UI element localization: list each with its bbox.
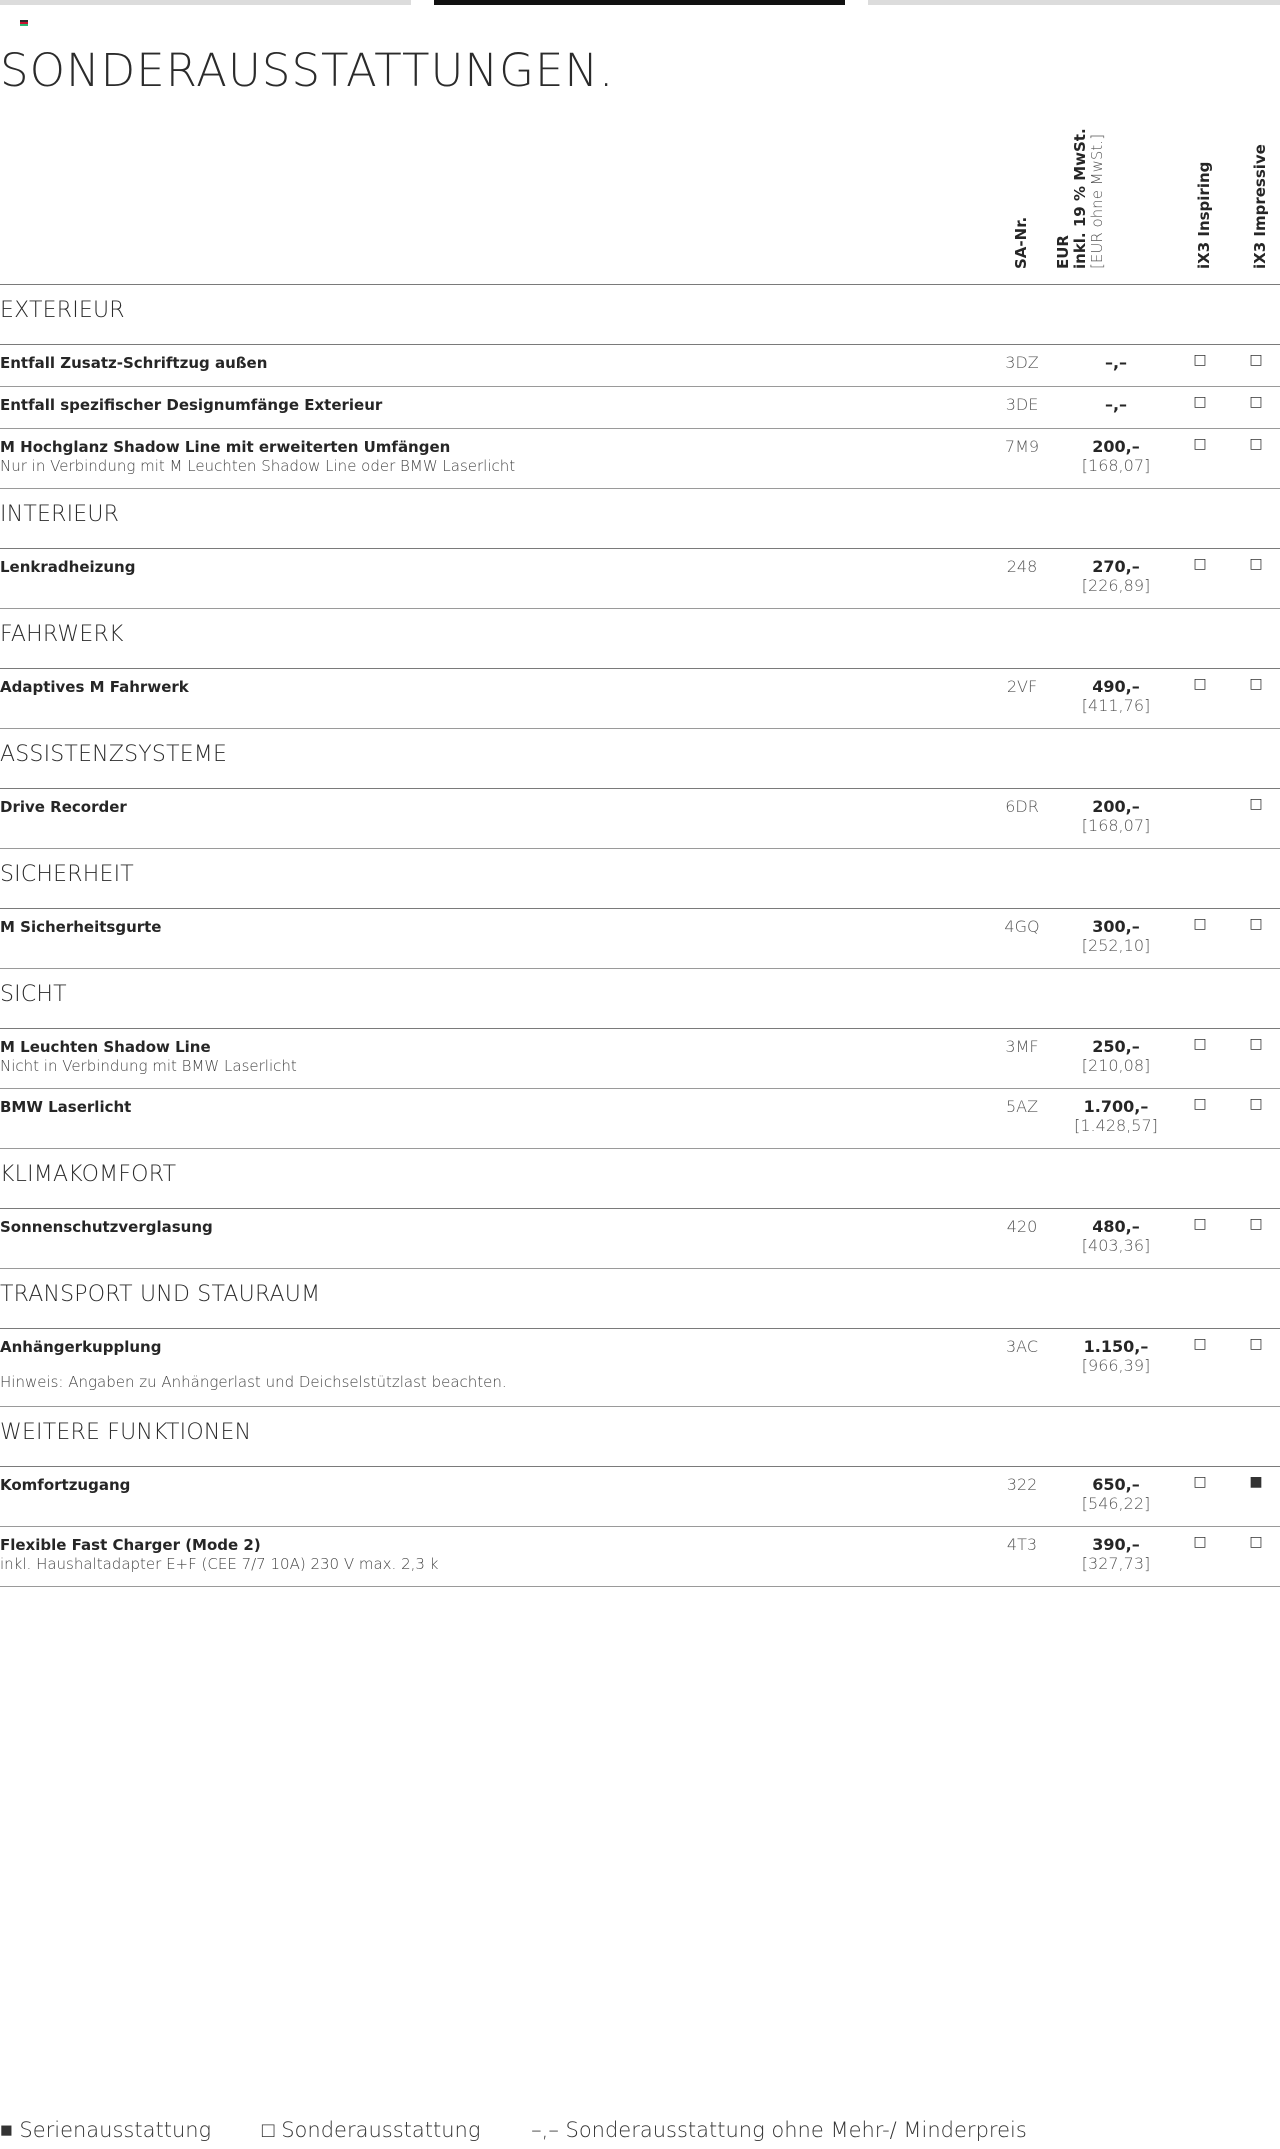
column-header-eur bbox=[1055, 128, 1106, 269]
separator-line bbox=[0, 848, 980, 849]
option-net-price: [226,89] bbox=[1081, 576, 1151, 595]
option-code: 3AC bbox=[1005, 1337, 1038, 1356]
legend-ohne: –,– Sonderausstattung ohne Mehr-/ Minderpreis bbox=[531, 2118, 1027, 2142]
availability-impressive: □ bbox=[1249, 436, 1263, 452]
separator-line bbox=[0, 1148, 980, 1149]
table-row bbox=[0, 788, 1280, 848]
option-net-price: [327,73] bbox=[1081, 1554, 1151, 1573]
separator-line bbox=[1168, 1148, 1280, 1149]
table-row bbox=[0, 1028, 1280, 1088]
availability-inspiring: □ bbox=[1193, 1216, 1207, 1232]
availability-impressive: □ bbox=[1249, 394, 1263, 410]
separator-line bbox=[0, 1586, 980, 1587]
separator-line bbox=[1168, 1586, 1280, 1587]
legend-sonder: □ Sonderausstattung bbox=[261, 2118, 481, 2142]
availability-impressive: □ bbox=[1249, 1096, 1263, 1112]
option-code: 4GQ bbox=[1004, 917, 1040, 936]
availability-inspiring: □ bbox=[1193, 1534, 1207, 1550]
table-row bbox=[0, 1208, 1280, 1268]
availability-inspiring: □ bbox=[1193, 394, 1207, 410]
option-price: 490,– bbox=[1092, 677, 1140, 696]
column-header-sa-nr bbox=[1013, 217, 1030, 269]
option-net-price: [411,76] bbox=[1081, 696, 1151, 715]
legend bbox=[0, 2118, 1071, 2143]
option-name: Entfall spezifischer Designumfänge Exterieur bbox=[0, 396, 383, 414]
option-price: 270,– bbox=[1092, 557, 1140, 576]
separator-line bbox=[0, 608, 980, 609]
eur-net-label: [EUR ohne MwSt.] bbox=[1088, 134, 1106, 269]
separator-line bbox=[0, 728, 980, 729]
option-name: M Hochglanz Shadow Line mit erweiterten Umfängen bbox=[0, 438, 451, 456]
separator-line bbox=[1168, 608, 1280, 609]
option-code: 2VF bbox=[1006, 677, 1038, 696]
table-row bbox=[0, 386, 1280, 428]
option-code: 6DR bbox=[1005, 797, 1039, 816]
flag-stripe bbox=[20, 24, 28, 26]
section-title: FAHRWERK bbox=[0, 622, 124, 647]
option-name: M Sicherheitsgurte bbox=[0, 918, 162, 936]
section-title: EXTERIEUR bbox=[0, 298, 125, 323]
section-title: TRANSPORT UND STAURAUM bbox=[0, 1282, 321, 1307]
option-net-price: [1.428,57] bbox=[1074, 1116, 1158, 1135]
section-title: SICHERHEIT bbox=[0, 862, 134, 887]
option-name: BMW Laserlicht bbox=[0, 1098, 132, 1116]
table-row bbox=[0, 1328, 1280, 1406]
separator-line bbox=[980, 968, 1168, 969]
option-price: 390,– bbox=[1092, 1535, 1140, 1554]
option-price: 300,– bbox=[1092, 917, 1140, 936]
impressive-label: iX3 Impressive bbox=[1251, 144, 1269, 269]
separator-line bbox=[980, 848, 1168, 849]
option-code: 3MF bbox=[1005, 1037, 1039, 1056]
option-price: 480,– bbox=[1092, 1217, 1140, 1236]
inspiring-label: iX3 Inspiring bbox=[1195, 161, 1213, 269]
table-row bbox=[0, 1088, 1280, 1148]
table-row bbox=[0, 1526, 1280, 1586]
availability-inspiring: □ bbox=[1193, 916, 1207, 932]
flag-icon bbox=[20, 20, 28, 26]
option-net-price: [403,36] bbox=[1081, 1236, 1151, 1255]
table-row bbox=[0, 548, 1280, 608]
column-header-impressive bbox=[1252, 144, 1269, 269]
availability-inspiring: □ bbox=[1193, 1474, 1207, 1490]
option-name: Anhängerkupplung bbox=[0, 1338, 162, 1356]
availability-impressive: □ bbox=[1249, 916, 1263, 932]
availability-inspiring: □ bbox=[1193, 556, 1207, 572]
separator-line bbox=[1168, 968, 1280, 969]
option-code: 3DE bbox=[1005, 395, 1039, 414]
option-price: –,– bbox=[1104, 395, 1128, 414]
option-net-price: [168,07] bbox=[1081, 456, 1151, 475]
availability-impressive: □ bbox=[1249, 676, 1263, 692]
availability-inspiring: □ bbox=[1193, 676, 1207, 692]
option-code: 7M9 bbox=[1004, 437, 1040, 456]
option-note: Hinweis: Angaben zu Anhängerlast und Deichselstützlast beachten. bbox=[0, 1373, 507, 1391]
sa-nr-label: SA-Nr. bbox=[1012, 216, 1030, 269]
availability-impressive: □ bbox=[1249, 556, 1263, 572]
eur-label: EUR bbox=[1054, 235, 1072, 269]
option-price: 1.700,– bbox=[1083, 1097, 1149, 1116]
separator-line bbox=[0, 1406, 980, 1407]
column-header-inspiring bbox=[1196, 162, 1213, 269]
option-code: 248 bbox=[1006, 557, 1038, 576]
option-net-price: [546,22] bbox=[1081, 1494, 1151, 1513]
availability-impressive: □ bbox=[1249, 1534, 1263, 1550]
page-progress-segment-1 bbox=[0, 0, 411, 5]
option-code: 5AZ bbox=[1005, 1097, 1039, 1116]
option-code: 4T3 bbox=[1006, 1535, 1038, 1554]
table-row bbox=[0, 428, 1280, 488]
table-row bbox=[0, 908, 1280, 968]
availability-inspiring: □ bbox=[1193, 1036, 1207, 1052]
option-price: 200,– bbox=[1092, 437, 1140, 456]
section-title: KLIMAKOMFORT bbox=[0, 1162, 177, 1187]
option-name: Entfall Zusatz-Schriftzug außen bbox=[0, 354, 268, 372]
availability-impressive: ■ bbox=[1249, 1474, 1263, 1490]
table-row bbox=[0, 1466, 1280, 1526]
option-note: inkl. Haushaltadapter E+F (CEE 7/7 10A) 230 V max. 2,3 k bbox=[0, 1555, 439, 1573]
option-name: Flexible Fast Charger (Mode 2) bbox=[0, 1536, 261, 1554]
separator-line bbox=[1168, 1268, 1280, 1269]
option-name: Komfortzugang bbox=[0, 1476, 131, 1494]
option-price: 250,– bbox=[1092, 1037, 1140, 1056]
header-rule bbox=[0, 284, 1280, 285]
option-code: 3DZ bbox=[1005, 353, 1039, 372]
option-price: 650,– bbox=[1092, 1475, 1140, 1494]
option-name: M Leuchten Shadow Line bbox=[0, 1038, 211, 1056]
separator-line bbox=[980, 1268, 1168, 1269]
separator-line bbox=[980, 1406, 1168, 1407]
option-name: Sonnenschutzverglasung bbox=[0, 1218, 213, 1236]
page-progress-segment-3 bbox=[868, 0, 1280, 5]
option-note: Nicht in Verbindung mit BMW Laserlicht bbox=[0, 1057, 297, 1075]
legend-serien: ■ Serienausstattung bbox=[0, 2118, 212, 2142]
table-row bbox=[0, 668, 1280, 728]
separator-line bbox=[980, 1586, 1168, 1587]
section-title: ASSISTENZSYSTEME bbox=[0, 742, 228, 767]
separator-line bbox=[0, 488, 980, 489]
option-price: 200,– bbox=[1092, 797, 1140, 816]
section-title: WEITERE FUNKTIONEN bbox=[0, 1420, 252, 1445]
availability-inspiring: □ bbox=[1193, 1336, 1207, 1352]
separator-line bbox=[980, 608, 1168, 609]
availability-impressive: □ bbox=[1249, 352, 1263, 368]
availability-impressive: □ bbox=[1249, 1036, 1263, 1052]
availability-impressive: □ bbox=[1249, 1216, 1263, 1232]
option-name: Lenkradheizung bbox=[0, 558, 136, 576]
table-row bbox=[0, 344, 1280, 386]
separator-line bbox=[0, 968, 980, 969]
availability-impressive: □ bbox=[1249, 1336, 1263, 1352]
option-net-price: [210,08] bbox=[1081, 1056, 1151, 1075]
separator-line bbox=[980, 1148, 1168, 1149]
separator-line bbox=[1168, 488, 1280, 489]
separator-line bbox=[1168, 728, 1280, 729]
option-name: Drive Recorder bbox=[0, 798, 127, 816]
eur-vat-label: inkl. 19 % MwSt. bbox=[1071, 128, 1089, 269]
separator-line bbox=[1168, 848, 1280, 849]
separator-line bbox=[980, 728, 1168, 729]
separator-line bbox=[980, 488, 1168, 489]
separator-line bbox=[0, 1268, 980, 1269]
separator-line bbox=[1168, 1406, 1280, 1407]
option-net-price: [252,10] bbox=[1081, 936, 1151, 955]
availability-inspiring: □ bbox=[1193, 1096, 1207, 1112]
option-net-price: [966,39] bbox=[1081, 1356, 1151, 1375]
option-net-price: [168,07] bbox=[1081, 816, 1151, 835]
page-progress-segment-active bbox=[434, 0, 845, 5]
option-name: Adaptives M Fahrwerk bbox=[0, 678, 189, 696]
option-code: 420 bbox=[1006, 1217, 1038, 1236]
section-title: SICHT bbox=[0, 982, 67, 1007]
availability-inspiring: □ bbox=[1193, 352, 1207, 368]
option-price: 1.150,– bbox=[1083, 1337, 1149, 1356]
section-title: INTERIEUR bbox=[0, 502, 120, 527]
page-title: SONDERAUSSTATTUNGEN. bbox=[0, 44, 615, 97]
availability-impressive: □ bbox=[1249, 796, 1263, 812]
availability-inspiring: □ bbox=[1193, 436, 1207, 452]
option-code: 322 bbox=[1006, 1475, 1038, 1494]
option-note: Nur in Verbindung mit M Leuchten Shadow Line oder BMW Laserlicht bbox=[0, 457, 516, 475]
option-price: –,– bbox=[1104, 353, 1128, 372]
